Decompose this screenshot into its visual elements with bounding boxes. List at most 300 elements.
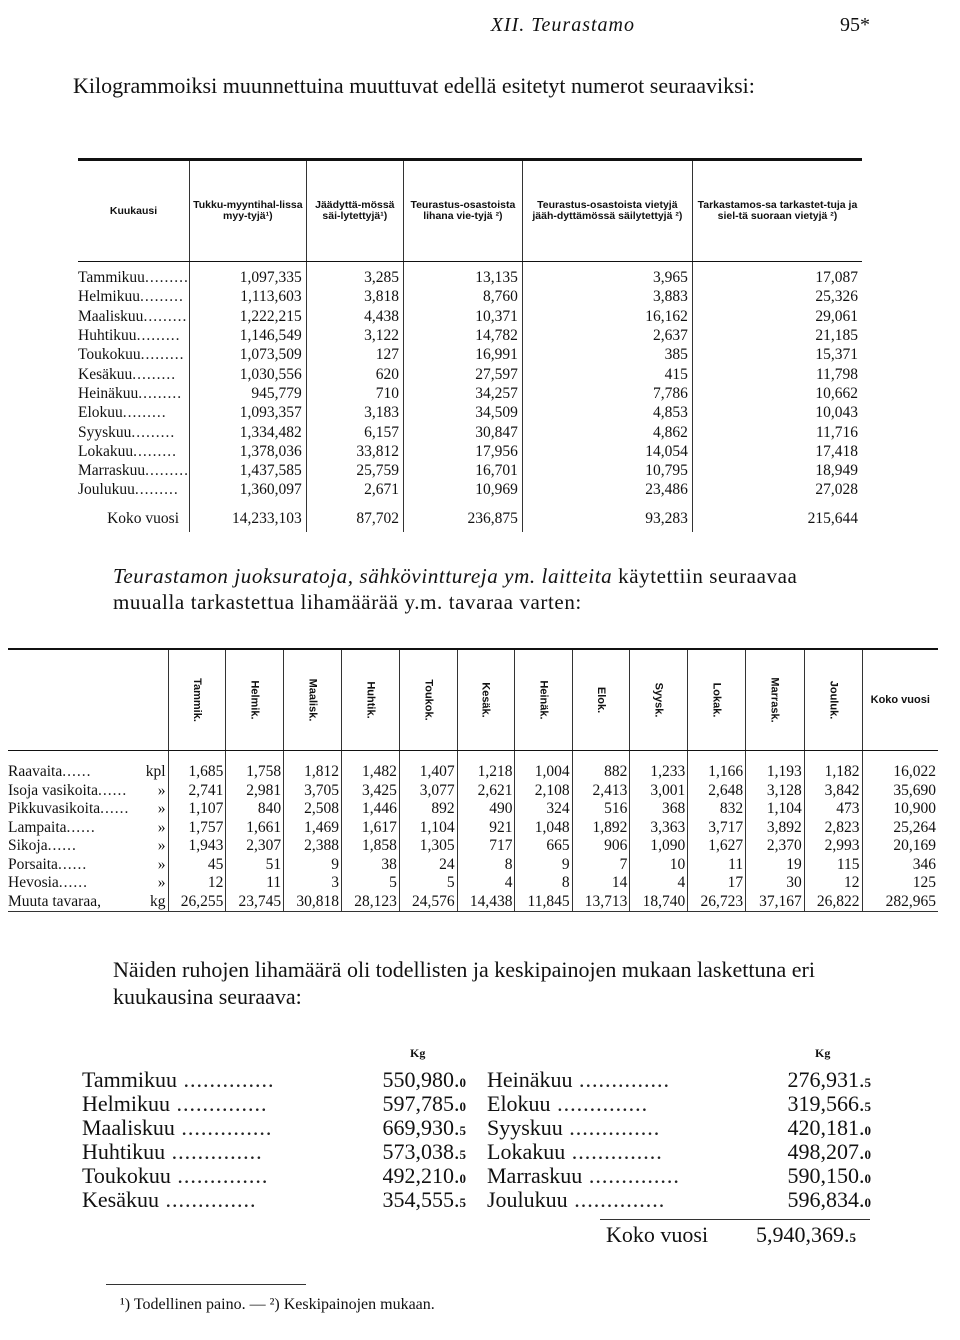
table-cell: 16,022 xyxy=(862,751,938,782)
table-cell: 3,363 xyxy=(630,819,688,838)
table-cell: 27,028 xyxy=(692,480,862,499)
year-total-value xyxy=(716,1223,856,1249)
leader-dots: ......... xyxy=(134,481,179,499)
month-name: Helmikuu xyxy=(82,1091,170,1116)
table-cell: 30,847 xyxy=(403,422,522,441)
table-cell: 27,597 xyxy=(403,364,522,383)
table-cell: 1,378,036 xyxy=(190,442,307,461)
table-cell: 18,949 xyxy=(692,461,862,480)
table-cell: 9 xyxy=(284,856,342,875)
table-cell: 1,218 xyxy=(457,751,515,782)
table-cell: 1,757 xyxy=(168,819,226,838)
table-cell: 5 xyxy=(341,874,399,893)
column-label: Kesäk. xyxy=(480,682,493,718)
column-label: Marrask. xyxy=(768,677,781,723)
table2-corner-header xyxy=(8,649,168,751)
table-row xyxy=(8,856,938,875)
paragraph-3: Näiden ruhojen lihamäärä oli todellisten ja keskipainojen mukaan laskettuna eri kuukausina seuraava: xyxy=(113,957,815,1009)
month-name: Tammikuu xyxy=(78,269,145,287)
table-cell: 1,233 xyxy=(630,751,688,782)
value-int: 669,930. xyxy=(382,1115,460,1140)
table-cell: 11 xyxy=(226,874,284,893)
row-label-text: Muuta tavaraa, xyxy=(8,892,101,910)
column-label: Koko vuosi xyxy=(870,694,930,706)
table-cell: 3,892 xyxy=(746,819,805,838)
month-total-name xyxy=(487,1068,670,1091)
table-cell: 1,627 xyxy=(688,837,746,856)
month-total-name xyxy=(82,1188,256,1211)
total-cell: 93,283 xyxy=(522,500,692,532)
value-dec: 0 xyxy=(864,1123,871,1138)
month-total-name xyxy=(487,1116,660,1139)
table-row xyxy=(78,287,862,306)
table-cell: 3,965 xyxy=(522,262,692,288)
table-cell: 3,842 xyxy=(804,782,862,801)
table-cell: 10,969 xyxy=(403,480,522,499)
table-row xyxy=(78,307,862,326)
table-row xyxy=(78,442,862,461)
table-cell: 16,991 xyxy=(403,345,522,364)
leader-dots: ......... xyxy=(132,365,177,383)
row-label-text: Sikoja xyxy=(8,837,48,855)
table-cell: 1,193 xyxy=(746,751,805,782)
table-cell: 17,418 xyxy=(692,442,862,461)
paragraph-2-italic: Teurastamon juoksuratoja, sähkövinttureja ym. laitteita xyxy=(113,564,613,588)
table-cell: 2,648 xyxy=(688,782,746,801)
table-row xyxy=(8,782,938,801)
table-cell: 1,113,603 xyxy=(190,287,307,306)
row-label xyxy=(78,442,190,461)
row-label-text: Hevosia xyxy=(8,874,59,892)
row-label-text: Isoja vasikoita xyxy=(8,781,98,799)
table-cell: 1,030,556 xyxy=(190,364,307,383)
month-name: Syyskuu xyxy=(487,1115,563,1140)
table-cell: 12 xyxy=(168,874,226,893)
table-row xyxy=(8,837,938,856)
column-label: Jouluk. xyxy=(827,680,840,720)
value-dec: 5 xyxy=(864,1075,871,1090)
table2-header-row xyxy=(8,649,938,751)
table-total-row xyxy=(78,500,862,532)
table-cell: 2,671 xyxy=(306,480,403,499)
table-cell: 2,370 xyxy=(746,837,805,856)
total-label: Koko vuosi xyxy=(107,510,180,528)
value-int: 498,207. xyxy=(787,1139,865,1164)
table2-col-header xyxy=(804,649,862,751)
table1-col-header: Kuukausi xyxy=(78,160,190,262)
table-cell: 17,956 xyxy=(403,442,522,461)
value-dec: 0 xyxy=(459,1099,466,1114)
table-cell: 11,798 xyxy=(692,364,862,383)
table-row xyxy=(78,403,862,422)
page-header xyxy=(0,14,870,37)
value-dec: 0 xyxy=(864,1195,871,1210)
table-row xyxy=(78,262,862,288)
table2-col-header xyxy=(168,649,226,751)
row-label xyxy=(8,893,168,912)
month-total-value xyxy=(332,1188,466,1214)
table-cell: 415 xyxy=(522,364,692,383)
table-cell: 25,759 xyxy=(306,461,403,480)
total-rule xyxy=(600,1219,870,1220)
table-cell: 3,285 xyxy=(306,262,403,288)
table-cell: 473 xyxy=(804,800,862,819)
table-cell: 30 xyxy=(746,874,805,893)
table-cell: 10,795 xyxy=(522,461,692,480)
table-cell: 1,222,215 xyxy=(190,307,307,326)
table-cell: 1,146,549 xyxy=(190,326,307,345)
table-cell: 51 xyxy=(226,856,284,875)
table-cell: 29,061 xyxy=(692,307,862,326)
table-cell: 14,054 xyxy=(522,442,692,461)
value-int: 590,150. xyxy=(787,1163,865,1188)
table-cell: 1,407 xyxy=(399,751,457,782)
month-name: Kesäkuu xyxy=(82,1187,159,1212)
table-cell: 23,486 xyxy=(522,480,692,499)
table-cell: 1,093,357 xyxy=(190,403,307,422)
table-cell: 16,701 xyxy=(403,461,522,480)
month-name: Marraskuu xyxy=(487,1163,583,1188)
month-total-name xyxy=(487,1188,665,1211)
row-label xyxy=(78,403,190,422)
table2-col-header xyxy=(688,649,746,751)
month-total-name xyxy=(82,1116,272,1139)
intro-paragraph: Kilogrammoiksi muunnettuina muuttuvat edellä esitetyt numerot seuraaviksi: xyxy=(73,73,755,98)
month-name: Joulukuu xyxy=(78,481,135,499)
table-cell: 17 xyxy=(688,874,746,893)
month-name: Heinäkuu xyxy=(487,1067,573,1092)
row-unit: kpl xyxy=(145,763,166,781)
leader-dots: ......... xyxy=(122,404,167,422)
table2-col-header xyxy=(284,649,342,751)
table-cell: 1,090 xyxy=(630,837,688,856)
table-cell: 30,818 xyxy=(284,893,342,912)
table-cell: 2,508 xyxy=(284,800,342,819)
row-unit: kg xyxy=(150,892,166,910)
row-label-text: Pikkuvasikoita xyxy=(8,800,101,818)
table-cell: 832 xyxy=(688,800,746,819)
leader-dots: ......... xyxy=(145,462,190,480)
row-label xyxy=(8,819,168,838)
leader-dots: .............. xyxy=(174,1115,273,1140)
table-cell: 1,104 xyxy=(399,819,457,838)
table-cell: 6,157 xyxy=(306,422,403,441)
table-row xyxy=(8,893,938,912)
table-cell: 840 xyxy=(226,800,284,819)
table-cell: 1,482 xyxy=(341,751,399,782)
table-cell: 1,892 xyxy=(572,819,630,838)
column-label: Elok. xyxy=(595,686,608,714)
leader-dots: ......... xyxy=(140,346,185,364)
month-name: Kesäkuu xyxy=(78,365,133,383)
table-cell: 24 xyxy=(399,856,457,875)
value-dec: 5 xyxy=(459,1195,466,1210)
table-cell: 2,993 xyxy=(804,837,862,856)
month-total-name xyxy=(82,1164,268,1187)
table-cell: 10,043 xyxy=(692,403,862,422)
table-row xyxy=(8,800,938,819)
column-label: Heinäk. xyxy=(537,680,550,720)
leader-dots: .............. xyxy=(565,1139,663,1164)
total-cell: 87,702 xyxy=(306,500,403,532)
table-cell: 945,779 xyxy=(190,384,307,403)
row-label-text: Porsaita xyxy=(8,855,58,873)
table-cell: 1,661 xyxy=(226,819,284,838)
table-cell: 1,758 xyxy=(226,751,284,782)
value-dec: 0 xyxy=(864,1171,871,1186)
footnote-rule xyxy=(106,1284,306,1285)
value-dec: 5 xyxy=(459,1147,466,1162)
table-cell: 13,713 xyxy=(572,893,630,912)
table-cell: 2,307 xyxy=(226,837,284,856)
table-cell: 4 xyxy=(457,874,515,893)
table-cell: 3 xyxy=(284,874,342,893)
table-row xyxy=(78,384,862,403)
table-cell: 1,004 xyxy=(515,751,572,782)
table2-col-header xyxy=(862,649,938,751)
table-cell: 1,685 xyxy=(168,751,226,782)
month-total-name xyxy=(82,1068,275,1091)
table-cell: 33,812 xyxy=(306,442,403,461)
leader-dots: .............. xyxy=(170,1163,269,1188)
table-cell: 15,371 xyxy=(692,345,862,364)
year-total-label: Koko vuosi xyxy=(606,1222,709,1247)
table-cell: 490 xyxy=(457,800,515,819)
table-cell: 3,001 xyxy=(630,782,688,801)
value-dec: 5 xyxy=(459,1123,466,1138)
table-cell: 1,097,335 xyxy=(190,262,307,288)
table-cell: 37,167 xyxy=(746,893,805,912)
month-total-name xyxy=(82,1140,263,1163)
table-cell: 1,182 xyxy=(804,751,862,782)
month-name: Lokakuu xyxy=(487,1139,566,1164)
leader-dots: ......... xyxy=(131,423,176,441)
row-label xyxy=(78,345,190,364)
table-cell: 1,812 xyxy=(284,751,342,782)
month-name: Marraskuu xyxy=(78,462,146,480)
table-cell: 892 xyxy=(399,800,457,819)
table2-col-header xyxy=(572,649,630,751)
table-cell: 16,162 xyxy=(522,307,692,326)
value-int: 573,038. xyxy=(382,1139,460,1164)
column-label: Helmik. xyxy=(248,680,261,720)
table-row xyxy=(8,874,938,893)
row-label xyxy=(8,751,168,782)
table-cell: 8,760 xyxy=(403,287,522,306)
month-name: Helmikuu xyxy=(78,288,140,306)
row-label xyxy=(8,800,168,819)
table-cell: 4 xyxy=(630,874,688,893)
table2-col-header xyxy=(515,649,572,751)
leader-dots: .............. xyxy=(582,1163,680,1188)
table1-header-row xyxy=(78,160,862,262)
table-cell: 10 xyxy=(630,856,688,875)
month-name: Heinäkuu xyxy=(78,384,139,402)
table2-col-header xyxy=(399,649,457,751)
table-cell: 2,637 xyxy=(522,326,692,345)
table-cell: 20,169 xyxy=(862,837,938,856)
month-name: Huhtikuu xyxy=(78,327,137,345)
table-cell: 2,108 xyxy=(515,782,572,801)
row-label xyxy=(8,782,168,801)
row-label xyxy=(78,307,190,326)
table-cell: 3,122 xyxy=(306,326,403,345)
month-total-name xyxy=(487,1164,680,1187)
month-name: Elokuu xyxy=(78,404,123,422)
table-cell: 10,371 xyxy=(403,307,522,326)
table-cell: 1,469 xyxy=(284,819,342,838)
table-cell: 3,705 xyxy=(284,782,342,801)
table-cell: 115 xyxy=(804,856,862,875)
table-cell: 1,437,585 xyxy=(190,461,307,480)
table-cell: 346 xyxy=(862,856,938,875)
leader-dots: .............. xyxy=(177,1067,275,1092)
table-row xyxy=(8,751,938,782)
leader-dots: ......... xyxy=(140,288,184,306)
leader-dots: .............. xyxy=(572,1067,671,1092)
table-cell: 4,438 xyxy=(306,307,403,326)
table-cell: 28,123 xyxy=(341,893,399,912)
table-cell: 25,264 xyxy=(862,819,938,838)
table-cell: 14,782 xyxy=(403,326,522,345)
row-label xyxy=(78,422,190,441)
table-cell: 516 xyxy=(572,800,630,819)
leader-dots: ...... xyxy=(47,837,77,855)
leader-dots: ...... xyxy=(66,818,96,836)
table-cell: 717 xyxy=(457,837,515,856)
table-cell: 127 xyxy=(306,345,403,364)
table-cell: 10,662 xyxy=(692,384,862,403)
table1-col-header: Tarkastamos-sa tarkastet-tuja ja siel-tä suoraan vietyjä ²) xyxy=(692,160,862,262)
table-cell: 34,509 xyxy=(403,403,522,422)
row-unit: » xyxy=(157,781,166,799)
table2-col-header xyxy=(746,649,805,751)
column-label: Huhtik. xyxy=(364,681,377,719)
column-label: Syysk. xyxy=(652,682,665,718)
table-cell: 45 xyxy=(168,856,226,875)
table-cell: 4,862 xyxy=(522,422,692,441)
table-cell: 2,621 xyxy=(457,782,515,801)
table-cell: 17,087 xyxy=(692,262,862,288)
table-cell: 921 xyxy=(457,819,515,838)
table-cell: 4,853 xyxy=(522,403,692,422)
table-cell: 1,107 xyxy=(168,800,226,819)
table-cell: 1,360,097 xyxy=(190,480,307,499)
table-cell: 26,723 xyxy=(688,893,746,912)
table-cell: 35,690 xyxy=(862,782,938,801)
table-cell: 1,048 xyxy=(515,819,572,838)
value-int: 596,834. xyxy=(787,1187,865,1212)
total-cell: 215,644 xyxy=(692,500,862,532)
table-cell: 12 xyxy=(804,874,862,893)
month-name: Lokakuu xyxy=(78,442,134,460)
column-label: Tammik. xyxy=(190,678,203,722)
footnote: ¹) Todellinen paino. — ²) Keskipainojen mukaan. xyxy=(120,1296,435,1313)
row-label xyxy=(78,364,190,383)
column-label: Toukok. xyxy=(422,679,435,721)
month-name: Syyskuu xyxy=(78,423,132,441)
row-unit: » xyxy=(157,837,166,855)
table-cell: 620 xyxy=(306,364,403,383)
value-dec: 0 xyxy=(459,1075,466,1090)
table-cell: 24,576 xyxy=(399,893,457,912)
month-name: Huhtikuu xyxy=(82,1139,166,1164)
table-cell: 11,716 xyxy=(692,422,862,441)
table-cell: 1,104 xyxy=(746,800,805,819)
row-unit: » xyxy=(157,818,166,836)
month-name: Toukokuu xyxy=(78,346,141,364)
month-total-name xyxy=(82,1092,268,1115)
leader-dots: .............. xyxy=(170,1091,268,1116)
table-cell: 3,818 xyxy=(306,287,403,306)
leader-dots: ......... xyxy=(144,269,189,287)
total-cell: 14,233,103 xyxy=(190,500,307,532)
table-cell: 3,077 xyxy=(399,782,457,801)
leader-dots: .............. xyxy=(550,1091,649,1116)
value-int: 597,785. xyxy=(382,1091,460,1116)
table-other-slaughter xyxy=(8,648,938,912)
table-cell: 125 xyxy=(862,874,938,893)
total-cell: 236,875 xyxy=(403,500,522,532)
table-cell: 906 xyxy=(572,837,630,856)
value-int: 550,980. xyxy=(382,1067,460,1092)
table-cell: 1,305 xyxy=(399,837,457,856)
table-cell: 3,128 xyxy=(746,782,805,801)
leader-dots: .............. xyxy=(567,1187,666,1212)
table-cell: 19 xyxy=(746,856,805,875)
leader-dots: ...... xyxy=(62,763,92,781)
row-unit: » xyxy=(157,800,166,818)
table-cell: 1,446 xyxy=(341,800,399,819)
paragraph-2-rest: käytettiin seuraavaa muualla tarkastettua lihamäärää y.m. tavaraa varten: xyxy=(113,564,798,614)
leader-dots: ...... xyxy=(58,874,89,892)
value-dec: 0 xyxy=(459,1171,466,1186)
leader-dots: ...... xyxy=(97,781,128,799)
table-cell: 1,166 xyxy=(688,751,746,782)
row-label xyxy=(8,837,168,856)
table-cell: 21,185 xyxy=(692,326,862,345)
row-label xyxy=(8,874,168,893)
table2-body xyxy=(8,751,938,912)
table-cell: 2,823 xyxy=(804,819,862,838)
value-int: 354,555. xyxy=(382,1187,460,1212)
table-cell: 7 xyxy=(572,856,630,875)
month-total-value xyxy=(737,1188,871,1214)
table-cell: 324 xyxy=(515,800,572,819)
table-cell: 882 xyxy=(572,751,630,782)
month-name: Tammikuu xyxy=(82,1067,178,1092)
leader-dots: .............. xyxy=(562,1115,661,1140)
year-total-int: 5,940,369. xyxy=(756,1222,850,1247)
month-total-name xyxy=(487,1140,663,1163)
month-name: Maaliskuu xyxy=(78,307,144,325)
column-label: Lokak. xyxy=(710,682,723,718)
table-cell: 2,388 xyxy=(284,837,342,856)
table1-col-header: Teurastus-osastoista lihana vie-tyjä ²) xyxy=(403,160,522,262)
table-row xyxy=(78,461,862,480)
kg-unit-right: Kg xyxy=(815,1046,831,1060)
table-cell: 3,883 xyxy=(522,287,692,306)
table-cell: 26,255 xyxy=(168,893,226,912)
table-row xyxy=(78,364,862,383)
page-number: 95* xyxy=(840,14,870,36)
leader-dots: ......... xyxy=(143,307,188,325)
table1-col-header: Tukku-myyntihal-lissa myy-tyjä¹) xyxy=(190,160,307,262)
row-label xyxy=(78,461,190,480)
table-cell: 13,135 xyxy=(403,262,522,288)
row-label-text: Lampaita xyxy=(8,818,67,836)
table-cell: 2,413 xyxy=(572,782,630,801)
